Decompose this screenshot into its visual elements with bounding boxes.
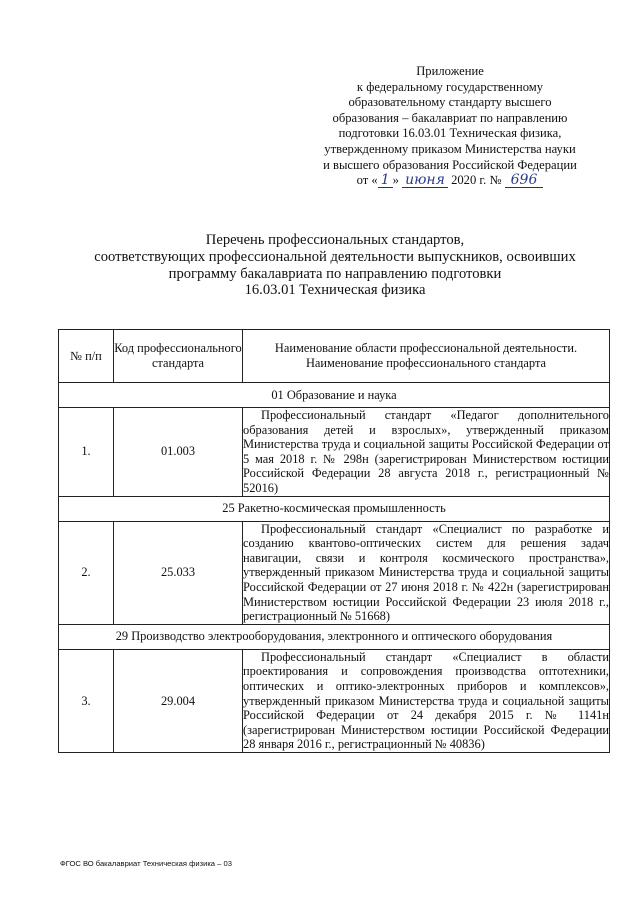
- document-title: [40, 232, 630, 299]
- row-description: [243, 649, 610, 752]
- row-code: 25.033: [114, 521, 243, 624]
- row-description-text: Профессиональный стандарт «Специалист по разработке и созданию квантово-оптических систем для решения задач навигации, связи и контроля космического пространства», утвержденный приказом Министерства труда и социальной защиты Российской Федерации от 27 июня 2018 г. № 422н (зарегистрирован Министерством юстиции Российской Федерации 23 июля 2018 г., регистрационный № 51668): [243, 521, 609, 624]
- section-row: [59, 624, 610, 649]
- header-name: Наименование области профессиональной деятельности. Наименование профессионального стандарта: [243, 330, 610, 383]
- appendix-line: образовательному стандарту высшего: [348, 95, 552, 110]
- appendix-line: и высшего образования Российской Федерации: [323, 157, 577, 172]
- date-prefix: от «: [356, 173, 378, 188]
- header-code: Код профессионального стандарта: [114, 330, 243, 383]
- appendix-line: подготовки 16.03.01 Техническая физика,: [338, 126, 562, 141]
- section-title: 25 Ракетно-космическая промышленность: [59, 496, 610, 521]
- row-num: 1.: [59, 408, 114, 497]
- row-code: 01.003: [114, 408, 243, 497]
- title-line: программу бакалавриата по направлению подготовки: [168, 265, 502, 282]
- row-description: [243, 408, 610, 497]
- section-row: [59, 496, 610, 521]
- title-line: соответствующих профессиональной деятельности выпускников, освоивших: [94, 248, 576, 265]
- table-row: [59, 521, 610, 624]
- order-date-line: [300, 173, 600, 189]
- title-line: Перечень профессиональных стандартов,: [205, 232, 465, 248]
- appendix-line: к федеральному государственному: [356, 79, 544, 94]
- table-row: [59, 649, 610, 752]
- handwritten-month: июня: [402, 174, 448, 188]
- date-mid: »: [392, 173, 399, 188]
- appendix-line: Приложение: [416, 64, 484, 78]
- table-row: [59, 408, 610, 497]
- standards-table: [58, 329, 610, 753]
- section-row: [59, 383, 610, 408]
- appendix-block: [300, 64, 600, 189]
- row-description-text: Профессиональный стандарт «Специалист в области проектирования и сопровождения производства оптотехники, оптических и оптико-электронных приборов и комплексов», утвержденный приказом Министерства труда и социальной защиты Российской Федерации от 24 декабря 2015 г. № 1141н (зарегистрирован Министерством юстиции Российской Федерации 28 января 2016 г., регистрационный № 40836): [243, 649, 609, 752]
- page-footer: ФГОС ВО бакалавриат Техническая физика – 03: [60, 859, 232, 868]
- title-line: 16.03.01 Техническая физика: [244, 282, 426, 299]
- row-code: 29.004: [114, 649, 243, 752]
- table-header-row: [59, 330, 610, 383]
- section-title: 01 Образование и наука: [59, 383, 610, 408]
- row-num: 2.: [59, 521, 114, 624]
- row-description-text: Профессиональный стандарт «Педагог дополнительного образования детей и взрослых», утвержденный приказом Министерства труда и социальной защиты Российской Федерации от 5 мая 2018 г. № 298н (зарегистрирован Министерством юстиции Российской Федерации 28 августа 2018 г., регистрационный № 52016): [243, 408, 609, 495]
- appendix-line: утвержденному приказом Министерства науки: [324, 141, 576, 156]
- row-num: 3.: [59, 649, 114, 752]
- date-year: 2020 г. №: [451, 173, 502, 188]
- appendix-line: образования – бакалавриат по направлению: [332, 110, 568, 125]
- section-title: 29 Производство электрооборудования, электронного и оптического оборудования: [59, 624, 610, 649]
- header-num: № п/п: [59, 330, 114, 383]
- handwritten-order-number: 696: [505, 174, 544, 188]
- row-description: [243, 521, 610, 624]
- handwritten-day: 1: [378, 174, 393, 188]
